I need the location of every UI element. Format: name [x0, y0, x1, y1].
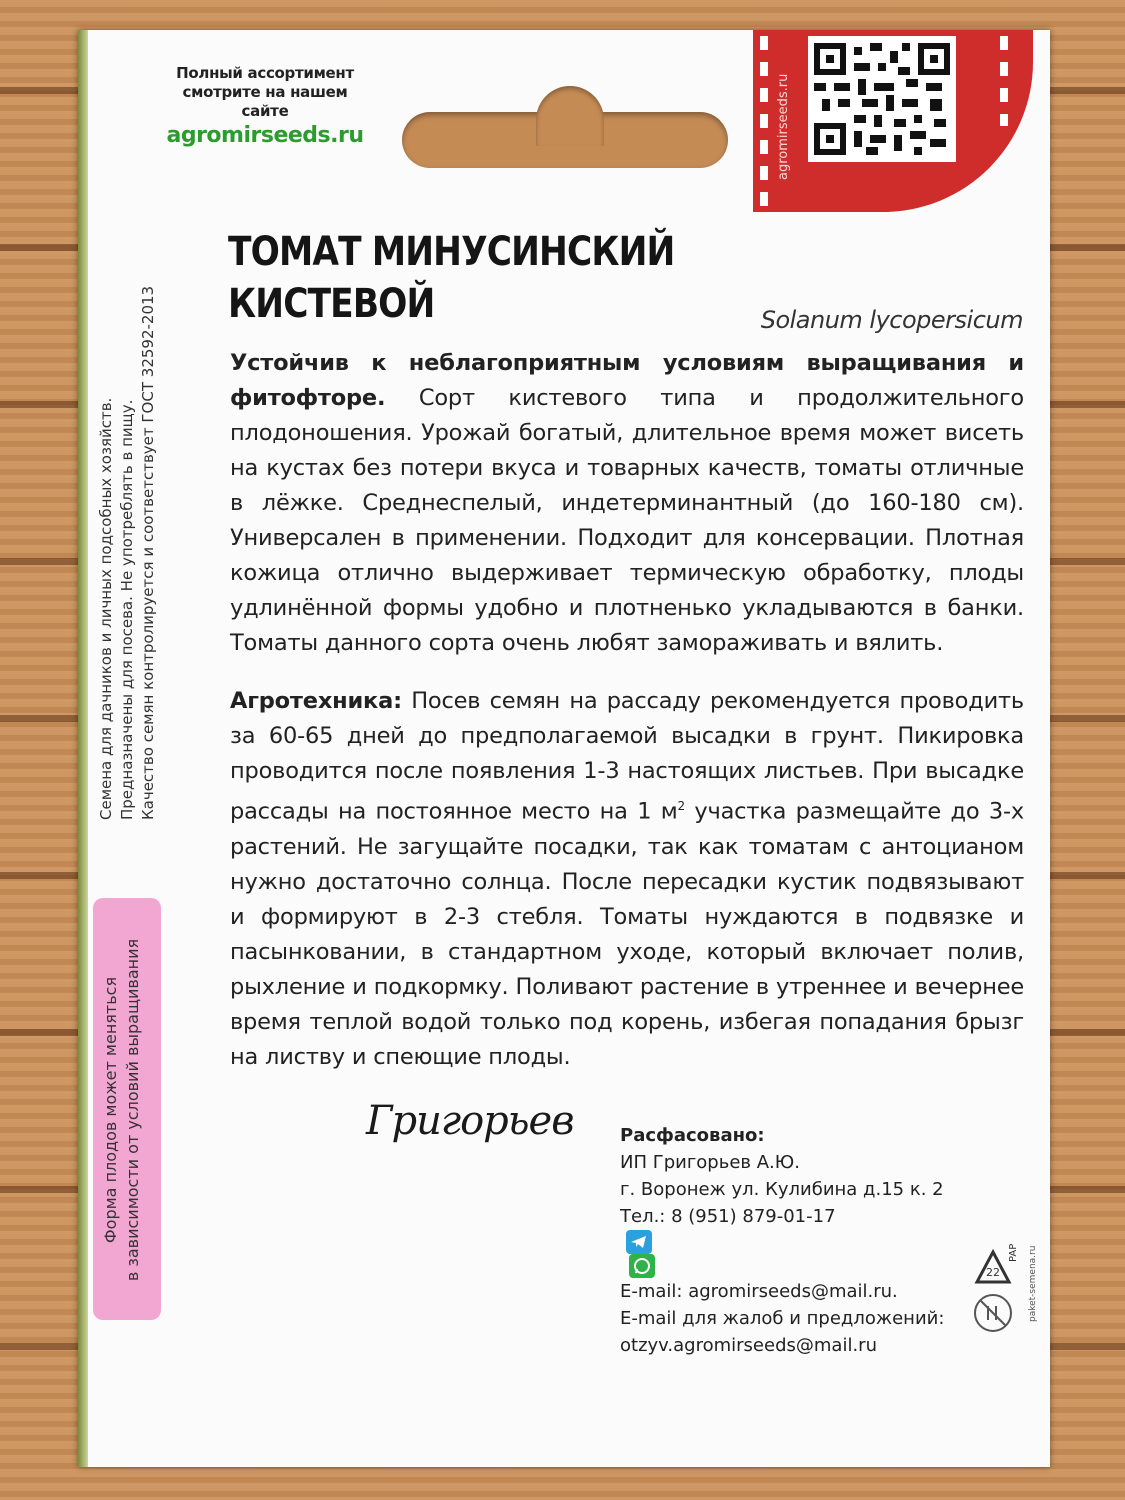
packer-complaints-email[interactable]: otzyv.agromirseeds@mail.ru [620, 1335, 877, 1356]
dashed-border-left [760, 36, 768, 206]
telegram-icon[interactable] [626, 1230, 652, 1254]
product-title [228, 226, 674, 330]
qr-code-icon[interactable] [808, 36, 956, 162]
side-note-line3: Качество семян контролируется и соответствует ГОСТ 32592-2013 [139, 285, 157, 820]
product-title-line2: КИСТЕВОЙ [228, 281, 435, 327]
hang-tab [536, 86, 604, 146]
dashed-border-right [1000, 36, 1008, 126]
pink-note-line2: в зависимости от условий выращивания [123, 938, 142, 1282]
whatsapp-icon[interactable] [629, 1254, 655, 1278]
packer-email[interactable]: E-mail: agromirseeds@mail.ru. [620, 1281, 898, 1302]
site-promo-line1: Полный ассортимент [176, 64, 354, 82]
agrotech-label: Агротехника: [230, 688, 402, 714]
packer-phone: Тел.: 8 (951) 879-01-17 [620, 1206, 836, 1227]
messenger-icons [626, 1230, 944, 1278]
packer-label: Расфасовано: [620, 1125, 765, 1146]
packer-complaints-label: E-mail для жалоб и предложений: [620, 1308, 945, 1329]
pink-note-line1: Форма плодов может меняться [101, 976, 120, 1244]
paket-site: paket-semena.ru [1028, 1245, 1038, 1322]
site-promo-line2: смотрите на нашем сайте [182, 82, 348, 120]
side-note-line2: Предназначены для посева. Не употреблять в пищу. [118, 399, 136, 820]
packer-info [620, 1122, 944, 1359]
packer-address: г. Воронеж ул. Кулибина д.15 к. 2 [620, 1179, 944, 1200]
agrotech-body-part2: участка размещайте до 3-х растений. Не загущайте посадки, так как томатам с антоцианом нужно достаточно солнца. После пересадки кустик подвязывают и формируют в 2-3 стебля. Томаты нуждаются в подвязке и пасынковании, в стандартном уходе, который включает полив, рыхление и подкормку. Поливают растение в утреннее и вечернее время теплой водой только под корень, избегая попадания брызг на листву и спеющие плоды. [230, 798, 1024, 1070]
side-note-line1: Семена для дачников и личных подсобных хозяйств. [97, 397, 115, 820]
agrotech-body-part1: Посев семян на рассаду рекомендуется проводить за 60-65 дней до предполагаемой высадки в грунт. Пикировка проводится после появления 1-3 настоящих листьев. При высадке рассады на постоянное место на 1 м [230, 688, 1024, 825]
packet-edge [78, 30, 88, 1467]
agrotech-paragraph [230, 684, 1024, 1075]
site-promo [160, 64, 370, 150]
description-lead: Устойчив к неблагоприятным условиям выращивания и фитофторе. [230, 350, 1024, 411]
recycle-material: PAP [1008, 1243, 1019, 1262]
latin-name: Solanum lycopersicum [760, 306, 1023, 334]
packer-name: ИП Григорьев А.Ю. [620, 1152, 800, 1173]
side-notes [96, 250, 159, 820]
description-body: Сорт кистевого типа и продолжительного плодоношения. Урожай богатый, длительное время может висеть на кустах без потери вкуса и товарных качеств, томаты отличные в лёжке. Среднеспелый, индетерминантный (до 160-180 см). Универсален в применении. Подходит для консервации. Плотная кожица отлично выдерживает термическую обработку, плоды удлинённой формы удобно и плотненько укладываются в банки. Томаты данного сорта очень любят замораживать и вялить. [230, 385, 1024, 656]
not-for-food-icon [974, 1294, 1012, 1332]
recycle-code: 22 [986, 1266, 1000, 1279]
packer-phone-line [620, 1203, 944, 1278]
site-url[interactable]: agromirseeds.ru [166, 123, 364, 149]
product-title-line1: ТОМАТ МИНУСИНСКИЙ [228, 229, 675, 275]
packer-line1 [620, 1122, 944, 1176]
description-paragraph [230, 346, 1024, 661]
pink-note-text [100, 910, 144, 1310]
signature-logo: Григорьев [366, 1098, 574, 1144]
agrotech-sup: 2 [677, 799, 685, 813]
qr-site-label: agromirseeds.ru [776, 73, 791, 180]
